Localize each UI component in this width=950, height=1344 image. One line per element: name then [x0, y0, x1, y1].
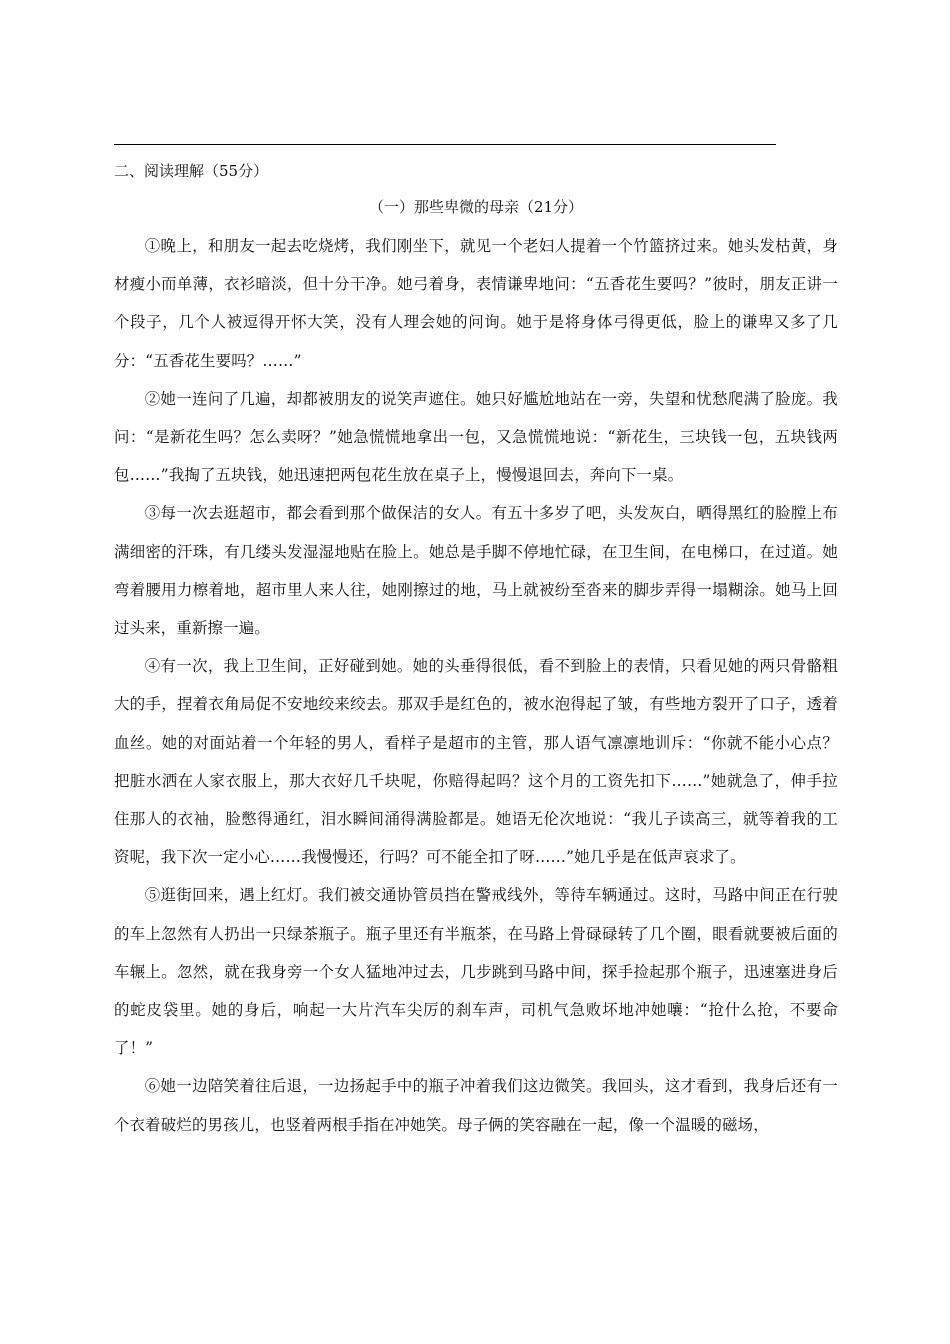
paragraph-6: ⑥她一边陪笑着往后退，一边扬起手中的瓶子冲着我们这边微笑。我回头，这才看到，我身后还有一个衣着破烂的男孩儿，也竖着两根手指在冲她笑。母子俩的笑容融在一起，像一个温暖的磁场， — [114, 1077, 838, 1134]
paragraph-5: ⑤逛街回来，遇上红灯。我们被交通协管员挡在警戒线外，等待车辆通过。这时，马路中间正在行驶的车上忽然有人扔出一只绿茶瓶子。瓶子里还有半瓶茶，在马路上骨碌碌转了几个圈，眼看就要被后面的车辗上。忽然，就在我身旁一个女人猛地冲过去，几步跳到马路中间，探手捡起那个瓶子，迅速塞进身后的蛇皮袋里。她的身后，响起一大片汽车尖厉的刹车声，司机气急败坏地冲她嚷：“抢什么抢，不要命了！” — [114, 886, 838, 1058]
paragraph-4: ④有一次，我上卫生间，正好碰到她。她的头垂得很低，看不到脸上的表情，只看见她的两只骨骼粗大的手，捏着衣角局促不安地绞来绞去。那双手是红色的，被水泡得起了皱，有些地方裂开了口子，透着血丝。她的对面站着一个年轻的男人，看样子是超市的主管，那人语气凛凛地训斥：“你就不能小心点？把脏水洒在人家衣服上，那大衣好几千块呢，你赔得起吗？这个月的工资先扣下……”她就急了，伸手拉住那人的衣袖，脸憋得通红，泪水瞬间涌得满脸都是。她语无伦次地说：“我儿子读高三，就等着我的工资呢，我下次一定小心……我慢慢还，行吗？可不能全扣了呀……”她几乎是在低声哀求了。 — [114, 657, 838, 867]
document-content — [114, 157, 838, 1144]
header-rule — [114, 144, 776, 145]
paragraph-1: ①晚上，和朋友一起去吃烧烤，我们刚坐下，就见一个老妇人提着一个竹篮挤过来。她头发枯黄，身材瘦小而单薄，衣衫暗淡，但十分干净。她弓着身，表情谦卑地问：“五香花生要吗？”彼时，朋友正讲一个段子，几个人被逗得开怀大笑，没有人理会她的问询。她于是将身体弓得更低，脸上的谦卑又多了几分：“五香花生要吗？……” — [114, 237, 838, 370]
section-heading: 二、阅读理解（55分） — [114, 162, 269, 180]
paragraph-2: ②她一连问了几遍，却都被朋友的说笑声遮住。她只好尴尬地站在一旁，失望和忧愁爬满了脸庞。我问：“是新花生吗？怎么卖呀？”她急慌慌地拿出一包，又急慌慌地说：“新花生，三块钱一包，五块钱两包……”我掏了五块钱，她迅速把两包花生放在桌子上，慢慢退回去，奔向下一桌。 — [114, 389, 838, 485]
passage-title: （一）那些卑微的母亲（21分） — [368, 198, 584, 216]
paragraph-3: ③每一次去逛超市，都会看到那个做保洁的女人。有五十多岁了吧，头发灰白，晒得黑红的脸膛上布满细密的汗珠，有几缕头发湿湿地贴在脸上。她总是手脚不停地忙碌，在卫生间，在电梯口，在过道。她弯着腰用力檫着地，超市里人来人往，她刚擦过的地，马上就被纷至沓来的脚步弄得一塌糊涂。她马上回过头来，重新擦一遍。 — [114, 504, 838, 638]
